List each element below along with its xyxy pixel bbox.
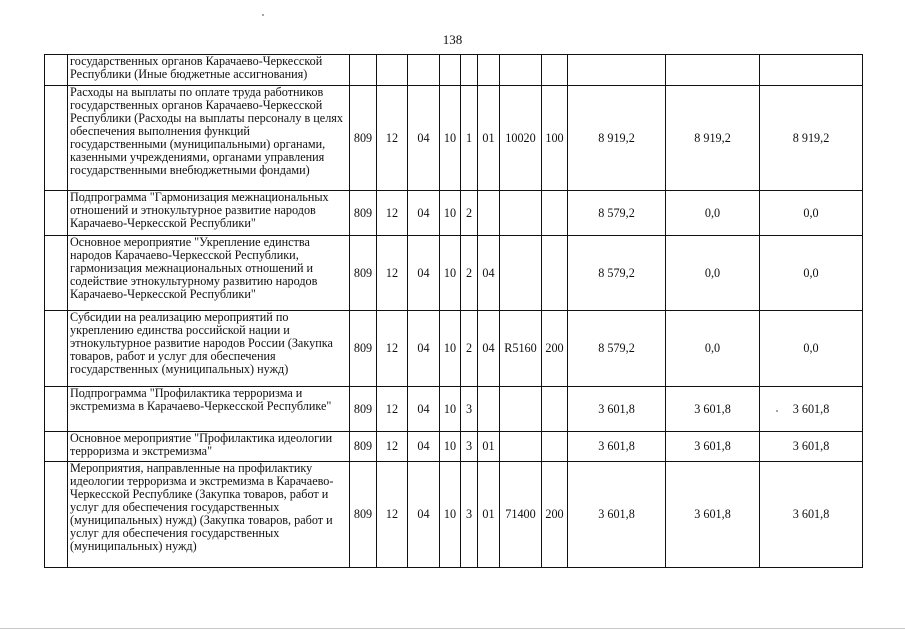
- program-code: 10: [440, 462, 461, 568]
- subprogram-code: 2: [461, 191, 478, 236]
- event-code: 04: [478, 311, 500, 387]
- section-code: 12: [377, 191, 408, 236]
- ministry-code: 809: [350, 86, 377, 191]
- expense-type-code: [542, 387, 568, 432]
- sum-year-1: 3 601,8: [568, 432, 666, 462]
- program-code: 10: [440, 191, 461, 236]
- section-code: 12: [377, 462, 408, 568]
- row-name: Расходы на выплаты по оплате труда работников государственных органов Карачаево-Черкесской Республики (Расходы на выплаты персоналу в целях обеспечения выполнения функций государственными (муниципальными) органами, казенными учреждениями, органами управления государственными внебюджетными фондами): [68, 86, 350, 191]
- sum-year-2: 0,0: [666, 311, 760, 387]
- expense-type-code: [542, 432, 568, 462]
- row-margin-cell: [45, 236, 68, 311]
- event-code: 01: [478, 462, 500, 568]
- sum-year-3: [760, 55, 863, 86]
- sum-year-1: 8 579,2: [568, 311, 666, 387]
- sum-year-1: 3 601,8: [568, 387, 666, 432]
- sum-year-1: 8 579,2: [568, 236, 666, 311]
- event-code: [478, 55, 500, 86]
- ministry-code: [350, 55, 377, 86]
- program-code: 10: [440, 86, 461, 191]
- table-row: [45, 55, 863, 86]
- scan-speck: [776, 410, 778, 412]
- table-row: [45, 236, 863, 311]
- program-code: 10: [440, 432, 461, 462]
- section-code: 12: [377, 236, 408, 311]
- subsection-code: 04: [408, 311, 440, 387]
- event-code: 01: [478, 432, 500, 462]
- ministry-code: 809: [350, 191, 377, 236]
- event-code: 01: [478, 86, 500, 191]
- row-margin-cell: [45, 311, 68, 387]
- table-row: [45, 432, 863, 462]
- sum-year-1: 8 919,2: [568, 86, 666, 191]
- direction-code: 71400: [500, 462, 542, 568]
- row-name: Основное мероприятие "Укрепление единства народов Карачаево-Черкесской Республики, гармонизация межнациональных отношений и содействие этнокультурному развитию народов Карачаево-Черкесской Республики": [68, 236, 350, 311]
- sum-year-3: 3 601,8: [760, 462, 863, 568]
- sum-year-2: 3 601,8: [666, 462, 760, 568]
- direction-code: [500, 191, 542, 236]
- row-name: Подпрограмма "Профилактика терроризма и экстремизма в Карачаево-Черкесской Республике": [68, 387, 350, 432]
- subsection-code: 04: [408, 462, 440, 568]
- table-row: [45, 462, 863, 568]
- subprogram-code: 3: [461, 462, 478, 568]
- section-code: [377, 55, 408, 86]
- sum-year-2: 0,0: [666, 236, 760, 311]
- row-name: Основное мероприятие "Профилактика идеологии терроризма и экстремизма": [68, 432, 350, 462]
- scan-edge-line: [0, 628, 905, 629]
- subsection-code: 04: [408, 432, 440, 462]
- event-code: 04: [478, 236, 500, 311]
- program-code: 10: [440, 387, 461, 432]
- sum-year-3: 8 919,2: [760, 86, 863, 191]
- sum-year-1: 8 579,2: [568, 191, 666, 236]
- subsection-code: 04: [408, 86, 440, 191]
- subprogram-code: 3: [461, 387, 478, 432]
- table-row: [45, 191, 863, 236]
- direction-code: [500, 55, 542, 86]
- ministry-code: 809: [350, 311, 377, 387]
- scan-speck: [262, 14, 264, 16]
- sum-year-2: 0,0: [666, 191, 760, 236]
- program-code: [440, 55, 461, 86]
- row-margin-cell: [45, 462, 68, 568]
- expense-type-code: [542, 55, 568, 86]
- section-code: 12: [377, 86, 408, 191]
- sum-year-2: 8 919,2: [666, 86, 760, 191]
- expense-type-code: 100: [542, 86, 568, 191]
- table-row: [45, 387, 863, 432]
- ministry-code: 809: [350, 236, 377, 311]
- section-code: 12: [377, 432, 408, 462]
- row-name: Подпрограмма "Гармонизация межнациональных отношений и этнокультурное развитие народов Карачаево-Черкесской Республики": [68, 191, 350, 236]
- ministry-code: 809: [350, 462, 377, 568]
- sum-year-3: 0,0: [760, 191, 863, 236]
- subprogram-code: 3: [461, 432, 478, 462]
- program-code: 10: [440, 311, 461, 387]
- budget-table: [44, 54, 863, 568]
- row-margin-cell: [45, 191, 68, 236]
- direction-code: [500, 432, 542, 462]
- sum-year-3: 3 601,8: [760, 432, 863, 462]
- direction-code: 10020: [500, 86, 542, 191]
- sum-year-1: [568, 55, 666, 86]
- sum-year-2: 3 601,8: [666, 432, 760, 462]
- direction-code: R5160: [500, 311, 542, 387]
- expense-type-code: [542, 191, 568, 236]
- subsection-code: 04: [408, 387, 440, 432]
- sum-year-1: 3 601,8: [568, 462, 666, 568]
- table-row: [45, 86, 863, 191]
- subsection-code: 04: [408, 236, 440, 311]
- row-margin-cell: [45, 55, 68, 86]
- row-name: государственных органов Карачаево-Черкесской Республики (Иные бюджетные ассигнования): [68, 55, 350, 86]
- subprogram-code: 1: [461, 86, 478, 191]
- subsection-code: [408, 55, 440, 86]
- section-code: 12: [377, 311, 408, 387]
- event-code: [478, 191, 500, 236]
- sum-year-2: 3 601,8: [666, 387, 760, 432]
- row-margin-cell: [45, 432, 68, 462]
- subprogram-code: 2: [461, 311, 478, 387]
- subprogram-code: [461, 55, 478, 86]
- program-code: 10: [440, 236, 461, 311]
- event-code: [478, 387, 500, 432]
- section-code: 12: [377, 387, 408, 432]
- sum-year-3: 3 601,8: [760, 387, 863, 432]
- sum-year-2: [666, 55, 760, 86]
- subsection-code: 04: [408, 191, 440, 236]
- expense-type-code: [542, 236, 568, 311]
- row-margin-cell: [45, 86, 68, 191]
- sum-year-3: 0,0: [760, 311, 863, 387]
- page-number: 138: [442, 32, 463, 47]
- ministry-code: 809: [350, 387, 377, 432]
- expense-type-code: 200: [542, 311, 568, 387]
- direction-code: [500, 236, 542, 311]
- ministry-code: 809: [350, 432, 377, 462]
- table-row: [45, 311, 863, 387]
- row-name: Мероприятия, направленные на профилактику идеологии терроризма и экстремизма в Карачаево-Черкесской Республике (Закупка товаров, работ и услуг для обеспечения государственных (муниципальных) нужд) (Закупка товаров, работ и услуг для обеспечения государственных (муниципальных) нужд): [68, 462, 350, 568]
- row-margin-cell: [45, 387, 68, 432]
- expense-type-code: 200: [542, 462, 568, 568]
- row-name: Субсидии на реализацию мероприятий по укреплению единства российской нации и этнокультурное развитие народов России (Закупка товаров, работ и услуг для обеспечения государственных (муниципальных) нужд): [68, 311, 350, 387]
- subprogram-code: 2: [461, 236, 478, 311]
- sum-year-3: 0,0: [760, 236, 863, 311]
- direction-code: [500, 387, 542, 432]
